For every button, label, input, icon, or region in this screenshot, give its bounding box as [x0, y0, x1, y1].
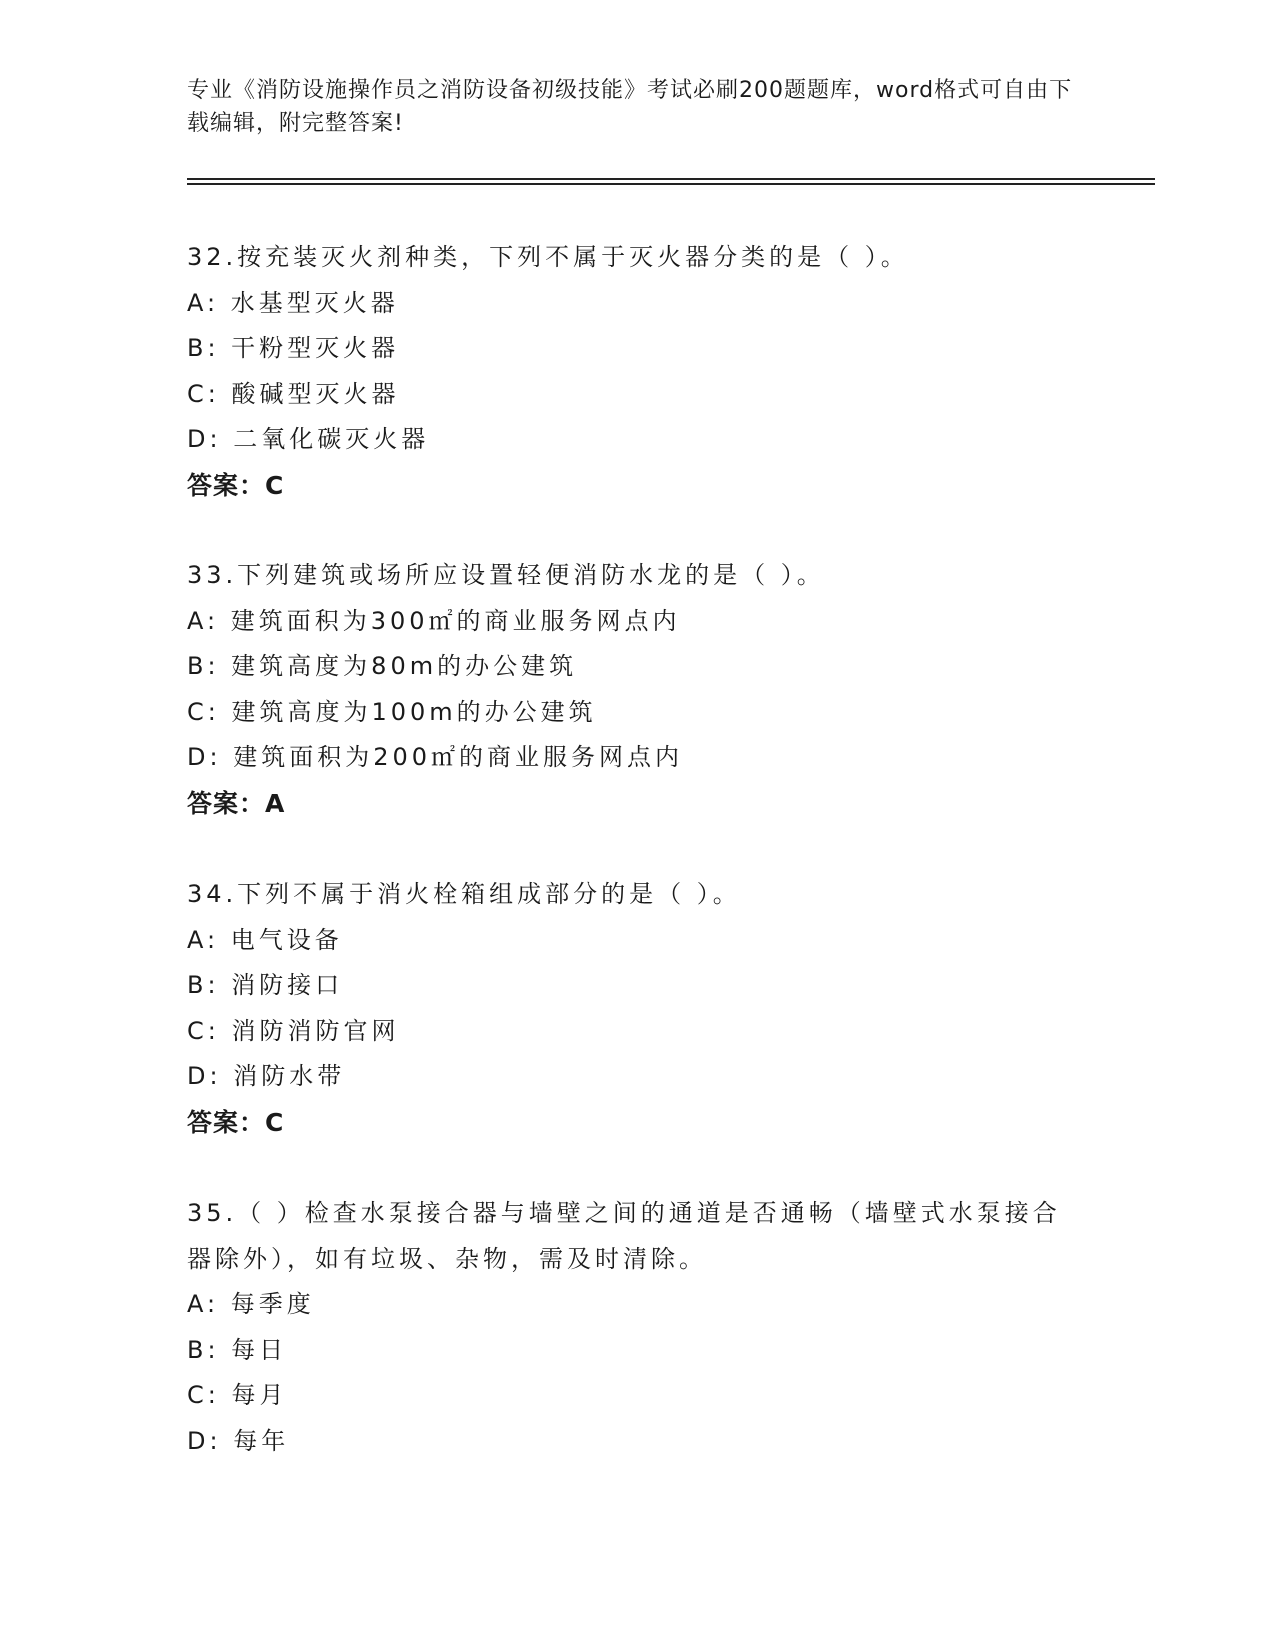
question-stem: 32.按充装灭火剂种类，下列不属于灭火器分类的是（ ）。 [187, 243, 909, 271]
option-b: B: 建筑高度为80m的办公建筑 [187, 652, 578, 680]
question-32 [187, 235, 1087, 508]
option-c: C: 每月 [187, 1381, 288, 1409]
option-d: D: 消防水带 [187, 1062, 346, 1090]
option-b: B: 消防接口 [187, 971, 344, 999]
option-c: C: 建筑高度为100m的办公建筑 [187, 697, 597, 726]
option-a: A: 电气设备 [187, 925, 343, 954]
question-35 [187, 1191, 1087, 1464]
option-c: C: 酸碱型灭火器 [187, 379, 400, 408]
option-d: D: 二氧化碳灭火器 [187, 425, 430, 453]
answer-label: 答案：C [187, 470, 285, 500]
question-stem: 35.（ ）检查水泵接合器与墙壁之间的通道是否通畅（墙壁式水泵接合器除外），如有垃圾、杂物，需及时清除。 [187, 1199, 1061, 1273]
option-a: A: 建筑面积为300㎡的商业服务网点内 [187, 606, 681, 635]
option-c: C: 消防消防官网 [187, 1016, 400, 1045]
question-stem: 33.下列建筑或场所应设置轻便消防水龙的是（ ）。 [187, 561, 825, 589]
option-d: D: 建筑面积为200㎡的商业服务网点内 [187, 743, 684, 771]
answer-label: 答案：A [187, 788, 286, 818]
header-divider-bottom [187, 183, 1155, 185]
option-b: B: 干粉型灭火器 [187, 334, 400, 362]
document-header: 专业《消防设施操作员之消防设备初级技能》考试必刷200题题库，word格式可自由下载编辑，附完整答案! [187, 78, 1073, 136]
option-b: B: 每日 [187, 1335, 288, 1364]
question-34 [187, 872, 1087, 1145]
question-stem: 34.下列不属于消火栓箱组成部分的是（ ）。 [187, 880, 741, 908]
header-divider-top [187, 178, 1155, 180]
answer-label: 答案：C [187, 1107, 285, 1137]
option-a: A: 每季度 [187, 1290, 315, 1318]
question-33 [187, 553, 1087, 826]
option-d: D: 每年 [187, 1426, 290, 1455]
option-a: A: 水基型灭火器 [187, 288, 399, 317]
